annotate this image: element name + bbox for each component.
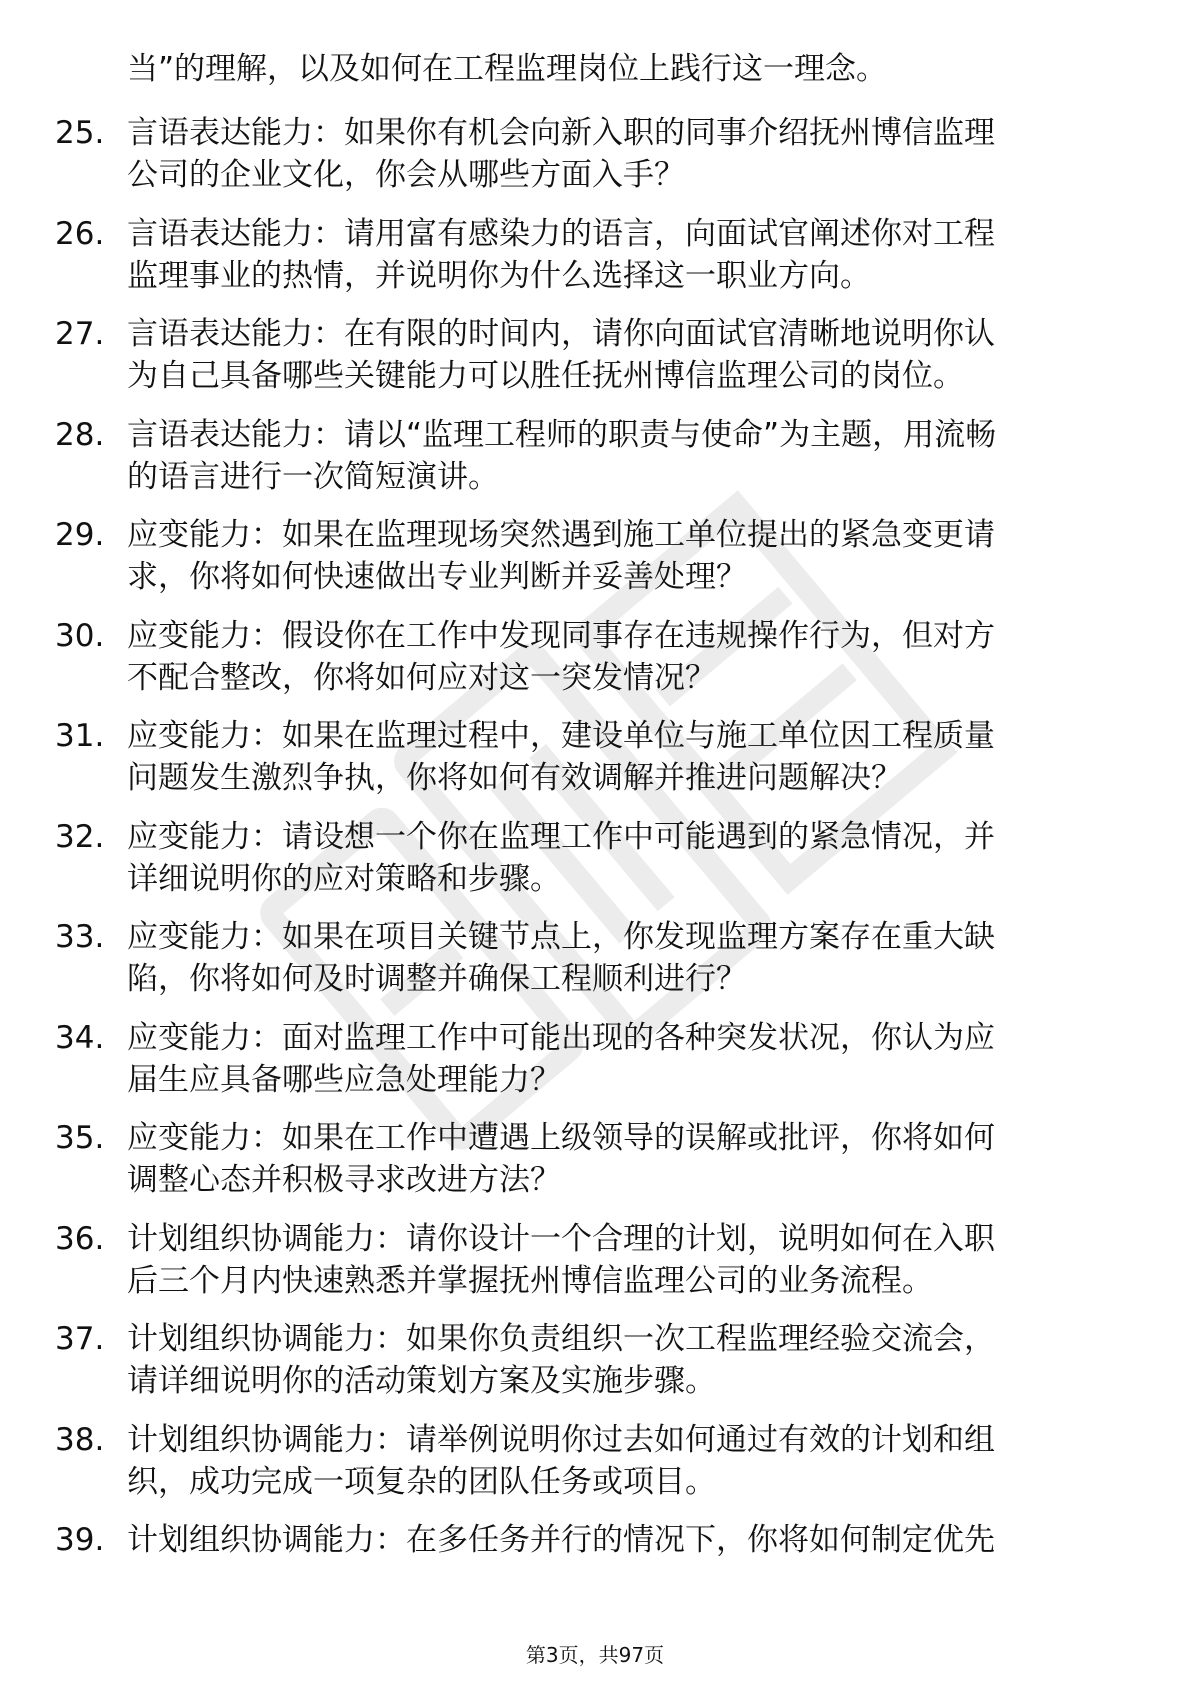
page-footer: 第3页，共97页: [525, 1643, 665, 1667]
question-number: 32.: [55, 818, 105, 855]
question-number: 37.: [55, 1321, 105, 1357]
question-line: 应变能力：请设想一个你在监理工作中可能遇到的紧急情况，并: [127, 818, 995, 855]
question-number: 36.: [55, 1220, 105, 1257]
question-item: [0, 112, 1190, 213]
question-item: [0, 1117, 1190, 1218]
question-line: 应变能力：如果在监理过程中，建设单位与施工单位因工程质量: [127, 718, 995, 754]
question-item: [0, 514, 1190, 615]
question-item: [0, 816, 1190, 917]
question-number: 34.: [55, 1019, 105, 1056]
continued-question-text: 当”的理解，以及如何在工程监理岗位上践行这一理念。: [127, 51, 888, 87]
question-item: [0, 1318, 1190, 1419]
question-text: [127, 1017, 1127, 1101]
question-line: 计划组织协调能力：请举例说明你过去如何通过有效的计划和组: [127, 1421, 995, 1458]
question-number: 30.: [55, 617, 105, 654]
question-line: 应变能力：如果在工作中遭遇上级领导的误解或批评，你将如何: [127, 1120, 995, 1156]
question-text: [127, 313, 1127, 397]
question-line: 应变能力：面对监理工作中可能出现的各种突发状况，你认为应: [127, 1019, 995, 1056]
question-item: [0, 916, 1190, 1017]
question-text: [127, 514, 1127, 598]
question-text: [127, 615, 1127, 699]
question-text: [127, 414, 1127, 498]
question-line: 陷，你将如何及时调整并确保工程顺利进行？: [127, 961, 747, 997]
question-item: [0, 715, 1190, 816]
question-item: [0, 615, 1190, 716]
question-number: 27.: [55, 316, 105, 352]
question-line: 织，成功完成一项复杂的团队任务或项目。: [127, 1463, 716, 1500]
question-line: 详细说明你的应对策略和步骤。: [127, 860, 561, 897]
question-number: 28.: [55, 416, 105, 453]
question-line: 届生应具备哪些应急处理能力？: [127, 1061, 561, 1098]
question-item: [0, 213, 1190, 314]
question-line: 应变能力：如果在项目关键节点上，你发现监理方案存在重大缺: [127, 919, 995, 955]
question-line: 应变能力：如果在监理现场突然遇到施工单位提出的紧急变更请: [127, 517, 995, 553]
question-number: 33.: [55, 919, 105, 955]
question-item: [0, 1419, 1190, 1520]
question-line: 计划组织协调能力：如果你负责组织一次工程监理经验交流会，: [127, 1321, 995, 1357]
question-line: 问题发生激烈争执，你将如何有效调解并推进问题解决？: [127, 760, 902, 796]
question-line: 监理事业的热情，并说明你为什么选择这一职业方向。: [127, 257, 871, 294]
question-text: [127, 213, 1127, 297]
question-text: [127, 816, 1127, 900]
question-line: 言语表达能力：如果你有机会向新入职的同事介绍抚州博信监理: [127, 115, 995, 151]
question-line: 言语表达能力：请用富有感染力的语言，向面试官阐述你对工程: [127, 215, 995, 252]
question-line: 应变能力：假设你在工作中发现同事存在违规操作行为，但对方: [127, 617, 995, 654]
question-line: 言语表达能力：在有限的时间内，请你向面试官清晰地说明你认: [127, 316, 995, 352]
question-text: [127, 1519, 1127, 1561]
question-line: 调整心态并积极寻求改进方法？: [127, 1162, 561, 1198]
question-item: [0, 414, 1190, 515]
question-line: 不配合整改，你将如何应对这一突发情况？: [127, 659, 716, 696]
question-item: [0, 1017, 1190, 1118]
question-line: 计划组织协调能力：请你设计一个合理的计划，说明如何在入职: [127, 1220, 995, 1257]
question-number: 31.: [55, 718, 105, 754]
question-text: [127, 1318, 1127, 1402]
question-text: [127, 1117, 1127, 1201]
question-text: [127, 916, 1127, 1000]
question-number: 38.: [55, 1421, 105, 1458]
question-item: [0, 1218, 1190, 1319]
question-number: 26.: [55, 215, 105, 252]
question-line: 的语言进行一次简短演讲。: [127, 458, 499, 495]
question-line: 计划组织协调能力：在多任务并行的情况下，你将如何制定优先: [127, 1522, 995, 1558]
question-list: [0, 112, 1190, 1620]
question-line: 请详细说明你的活动策划方案及实施步骤。: [127, 1363, 716, 1399]
question-number: 29.: [55, 517, 105, 553]
question-line: 后三个月内快速熟悉并掌握抚州博信监理公司的业务流程。: [127, 1262, 933, 1299]
question-line: 公司的企业文化，你会从哪些方面入手？: [127, 157, 685, 193]
question-line: 言语表达能力：请以“监理工程师的职责与使命”为主题，用流畅: [127, 416, 997, 453]
question-line: 为自己具备哪些关键能力可以胜任抚州博信监理公司的岗位。: [127, 358, 964, 394]
question-number: 39.: [55, 1522, 105, 1558]
question-number: 35.: [55, 1120, 105, 1156]
question-text: [127, 715, 1127, 799]
question-item: [0, 313, 1190, 414]
question-line: 求，你将如何快速做出专业判断并妥善处理？: [127, 559, 747, 595]
question-text: [127, 1419, 1127, 1503]
question-number: 25.: [55, 115, 105, 151]
question-text: [127, 112, 1127, 196]
question-text: [127, 1218, 1127, 1302]
question-item: [0, 1519, 1190, 1620]
